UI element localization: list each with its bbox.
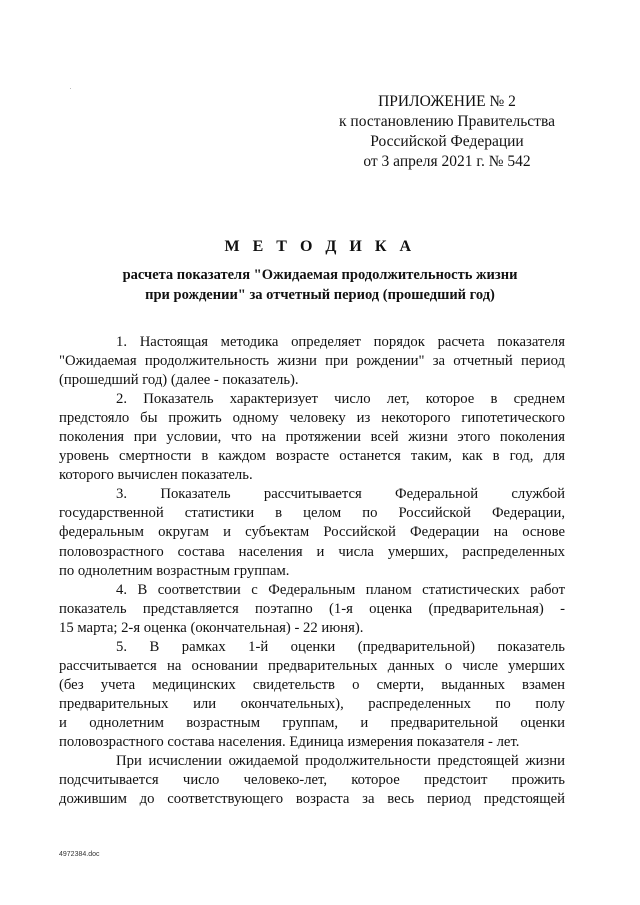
body-line: дожившим до соответствующего возраста за весь период предстоящей (59, 791, 565, 808)
body-line: половозрастного состава населения. Единица измерения показателя - лет. (59, 733, 520, 750)
body-line: государственной статистики в целом по Российской Федерации, (59, 505, 565, 522)
body-line: показатель представляется поэтапно (1-я оценка (предварительная) - (59, 600, 565, 617)
body-line: 5. В рамках 1-й оценки (предварительной) показатель (116, 638, 565, 655)
body-line: подсчитывается число человеко-лет, которое предстоит прожить (59, 772, 565, 789)
body-line: федеральным округам и субъектам Российской Федерации на основе (59, 524, 565, 541)
annex-line-3: от 3 апреля 2021 г. № 542 (363, 153, 531, 170)
body-line: поколения при условии, что на протяжении всей жизни этого поколения (59, 429, 565, 446)
body-line: по однолетним возрастным группам. (59, 562, 290, 579)
scan-speck (70, 88, 71, 89)
body-line: 15 марта; 2-я оценка (окончательная) - 22 июня). (59, 619, 364, 636)
body-line: которого вычислен показатель. (59, 467, 253, 484)
annex-line-2: Российской Федерации (370, 133, 524, 150)
body-line: При исчислении ожидаемой продолжительности предстоящей жизни (116, 753, 565, 770)
body-line: 4. В соответствии с Федеральным планом статистических работ (116, 581, 565, 598)
annex-line-1: к постановлению Правительства (339, 113, 555, 130)
body-line: рассчитывается на основании предварительных данных о числе умерших (59, 657, 565, 674)
file-code: 4972384.doc (59, 851, 100, 858)
body-line: (прошедший год) (далее - показатель). (59, 372, 299, 389)
body-line: предварительных или окончательных), распределенных по полу (59, 695, 565, 712)
body-line: 1. Настоящая методика определяет порядок расчета показателя (116, 334, 565, 350)
document-body (59, 333, 565, 809)
annex-title: ПРИЛОЖЕНИЕ № 2 (378, 93, 516, 110)
body-line: и однолетним возрастным группам, и предварительной оценки (59, 714, 565, 731)
subtitle-line-1: расчета показателя "Ожидаемая продолжительность жизни (122, 267, 518, 283)
annex-header (332, 92, 562, 172)
body-line: предстояло бы прожить одному человеку из некоторого гипотетического (59, 410, 565, 427)
document-subtitle (90, 265, 550, 305)
body-line: 2. Показатель характеризует число лет, которое в среднем (116, 391, 565, 408)
body-line: "Ожидаемая продолжительность жизни при рождении" за отчетный период (59, 353, 565, 370)
document-title: М Е Т О Д И К А (224, 238, 416, 255)
subtitle-line-2: при рождении" за отчетный период (прошедший год) (145, 287, 495, 303)
body-line: уровень смертности в каждом возрасте останется таким, как в год, для (59, 448, 565, 465)
body-line: половозрастного состава населения и числа умерших, распределенных (59, 543, 565, 560)
body-line: 3. Показатель рассчитывается Федеральной службой (116, 486, 565, 503)
body-line: (без учета медицинских свидетельств о смерти, выданных взамен (59, 676, 565, 693)
